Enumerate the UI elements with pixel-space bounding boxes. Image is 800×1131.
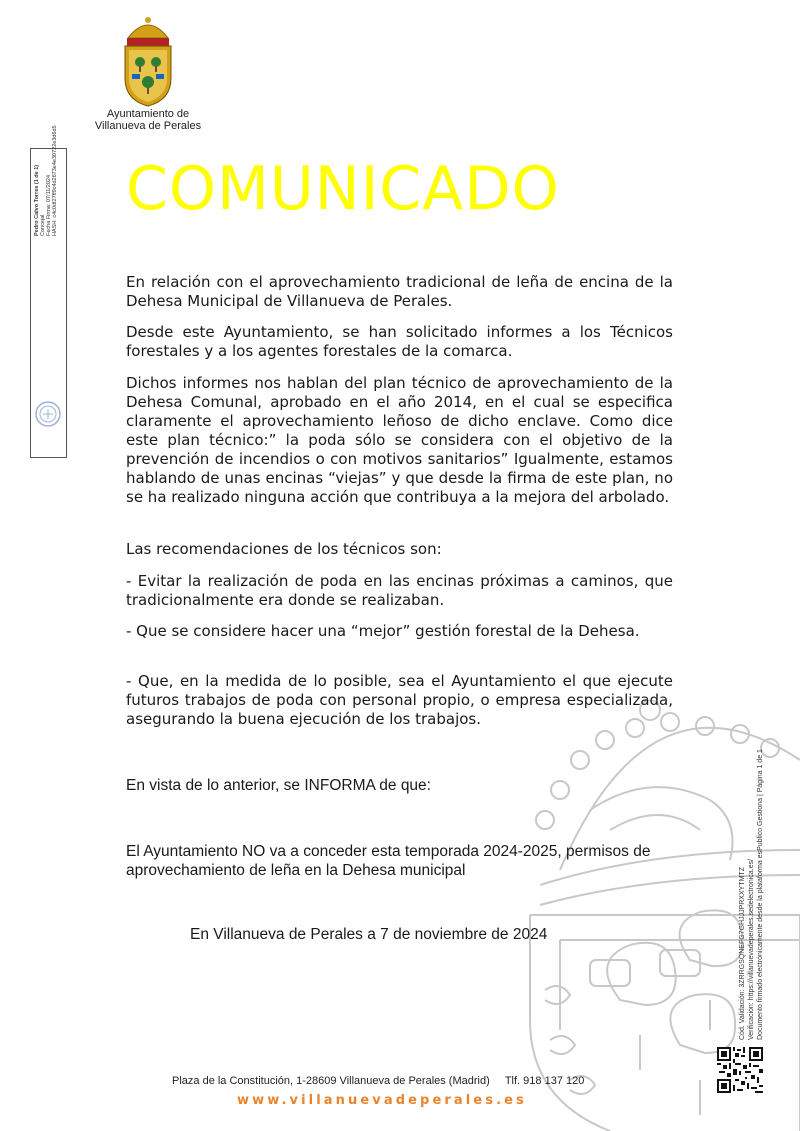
paragraph-recommendations-heading: Las recomendaciones de los técnicos son: — [126, 540, 442, 558]
signature-hash: HASH: c4c0df27ff9c4d2673e4e30722e3d6d5 — [52, 125, 58, 236]
org-name-line1: Ayuntamiento de — [106, 108, 190, 120]
recommendation-item: - Que se considere hacer una “mejor” gestión forestal de la Dehesa. — [126, 622, 640, 640]
signature-block — [34, 36, 58, 236]
signer-role: Concejal — [40, 214, 46, 236]
seal-icon — [34, 400, 62, 428]
paragraph-intro: En relación con el aprovechamiento tradicional de leña de encina de la Dehesa Municipal de Villanueva de Perales. — [126, 273, 673, 310]
dateline: En Villanueva de Perales a 7 de noviembre de 2024 — [190, 926, 548, 943]
coat-of-arms-icon — [118, 16, 178, 108]
verification-note: Documento firmado electrónicamente desde la plataforma esPublico Gestiona | Página 1 de 1 — [757, 749, 764, 1040]
paragraph-technical-plan: Dichos informes nos hablan del plan técnico de aprovechamiento de la Dehesa Comunal, aprobado en el año 2014, en el cual se especifica claramente el aprovechamiento leñoso de dicho enclave. Como dice este plan técnico:” la poda sólo se considera con el objetivo de la prevención de incendios o con motivos sanitarios” Igualmente, estamos hablando de unas encinas “viejas” y que desde la firma de este plan, no se ha realizado ninguna acción que contribuya a la mejora del arbolado. — [126, 374, 673, 506]
paragraph-decision: El Ayuntamiento NO va a conceder esta temporada 2024-2025, permisos de aprovechamiento de leña en la Dehesa municipal — [126, 843, 651, 879]
organization-name — [80, 108, 216, 132]
signature-date: Fecha Firma: 07/11/2024 — [46, 174, 52, 236]
recommendation-item: - Evitar la realización de poda en las encinas próximas a caminos, que tradicionalmente era donde se realizaban. — [126, 572, 673, 609]
paragraph-reports-requested: Desde este Ayuntamiento, se han solicitado informes a los Técnicos forestales y a los agentes forestales de la comarca. — [126, 323, 673, 360]
page-title: COMUNICADO — [126, 154, 560, 224]
verification-block — [738, 749, 765, 1040]
verification-url: Verificación: https://villanuevadeperales.sedelectronica.es/ — [748, 859, 755, 1040]
validation-code: Cód. Validación: 3ZRRGSQNEFG7GHJJJPRXXYTMTZ — [739, 867, 746, 1040]
signer-name: Pedro Calvo Torres (1 de 1) — [34, 164, 40, 236]
footer-website-link[interactable]: www.villanuevadeperales.es — [237, 1093, 527, 1108]
qr-code-icon — [717, 1047, 763, 1093]
paragraph-informs: En vista de lo anterior, se INFORMA de que: — [126, 777, 431, 794]
recommendation-item: - Que, en la medida de lo posible, sea el Ayuntamiento el que ejecute futuros trabajos de poda con personal propio, o empresa especializada, asegurando la buena ejecución de los trabajos. — [126, 672, 673, 728]
footer-address: Plaza de la Constitución, 1-28609 Villanueva de Perales (Madrid) Tlf. 918 137 120 — [172, 1075, 585, 1087]
org-name-line2: Villanueva de Perales — [94, 120, 202, 132]
